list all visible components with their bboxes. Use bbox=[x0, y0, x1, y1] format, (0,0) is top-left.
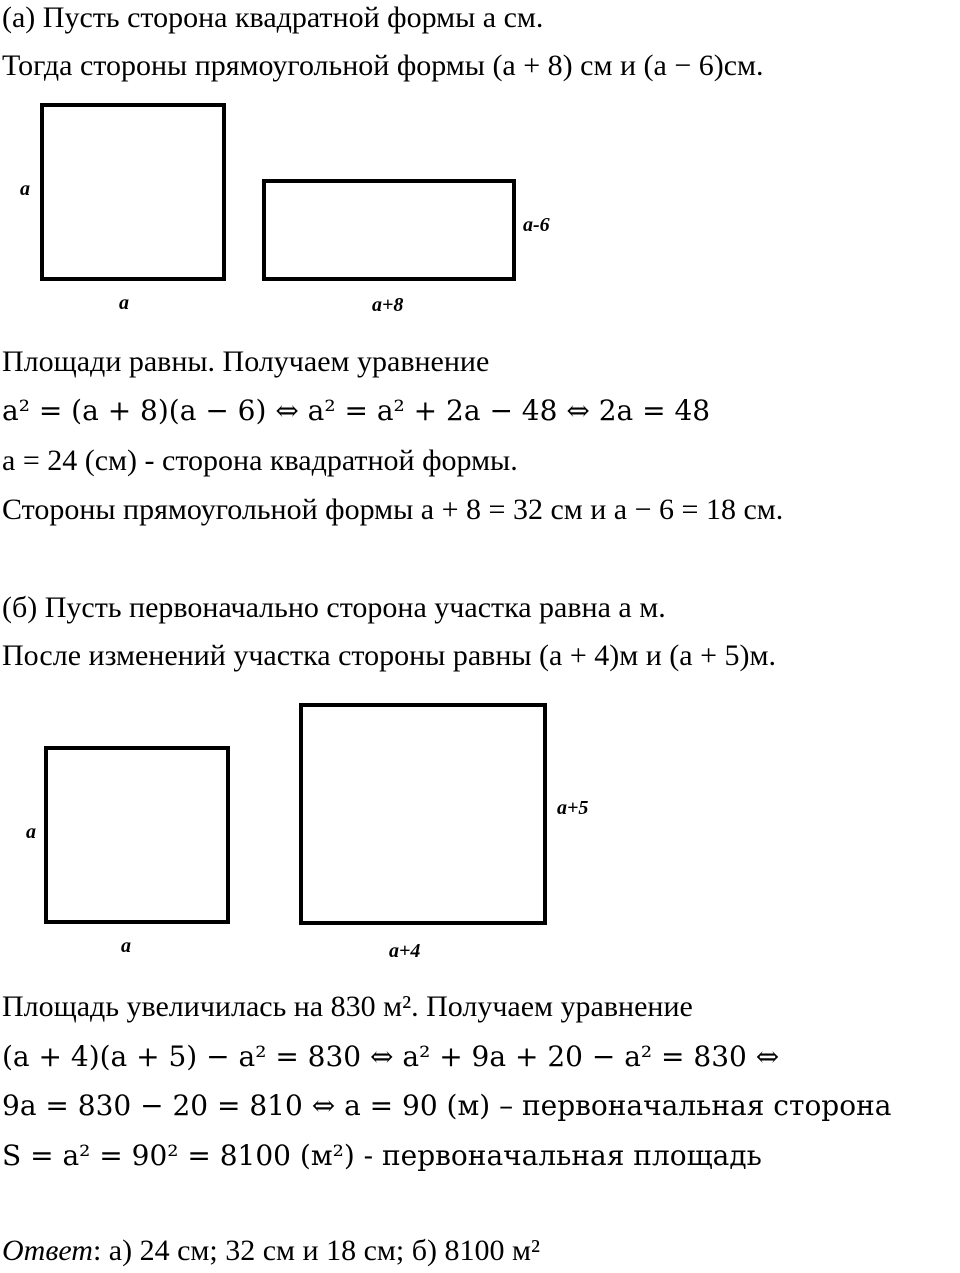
figure-a bbox=[0, 95, 620, 325]
part-a-step-2: a² = (a + 8)(a − 6) ⇔ a² = a² + 2a − 48 ⇔ 2a = 48 bbox=[2, 394, 711, 427]
big-square-shape bbox=[301, 705, 545, 923]
answer-text: : а) 24 см; 32 см и 18 см; б) 8100 м² bbox=[92, 1234, 540, 1267]
part-a-intro-2: Тогда стороны прямоугольной формы (a + 8) см и (a − 6)см. bbox=[2, 49, 764, 82]
part-a-step-3: a = 24 (см) - сторона квадратной формы. bbox=[2, 444, 518, 477]
part-a-step-4: Стороны прямоугольной формы a + 8 = 32 см и a − 6 = 18 см. bbox=[2, 493, 784, 526]
figure-b bbox=[0, 695, 640, 975]
part-b-intro-1: (б) Пусть первоначально сторона участка равна a м. bbox=[2, 591, 666, 624]
rectangle-side-label: a-6 bbox=[523, 214, 550, 236]
small-square-side-label: a bbox=[26, 821, 36, 843]
part-b-step-4: S = a² = 90² = 8100 (м²) - первоначальная площадь bbox=[2, 1139, 762, 1172]
big-square-bottom-label: a+4 bbox=[389, 940, 421, 962]
part-b-step-1: Площадь увеличилась на 830 м². Получаем уравнение bbox=[2, 990, 693, 1023]
part-a-intro-1: (а) Пусть сторона квадратной формы a см. bbox=[2, 1, 544, 34]
part-b-step-3: 9a = 830 − 20 = 810 ⇔ a = 90 (м) – первоначальная сторона bbox=[2, 1089, 892, 1122]
square-side-label: a bbox=[20, 178, 30, 200]
answer-label: Ответ bbox=[2, 1234, 93, 1267]
part-a-step-1: Площади равны. Получаем уравнение bbox=[2, 345, 490, 378]
part-b-step-2: (a + 4)(a + 5) − a² = 830 ⇔ a² + 9a + 20 − a² = 830 ⇔ bbox=[2, 1040, 780, 1073]
small-square-shape bbox=[46, 748, 228, 922]
small-square-bottom-label: a bbox=[121, 935, 131, 957]
part-b-intro-2: После изменений участка стороны равны (a + 4)м и (a + 5)м. bbox=[2, 639, 776, 672]
answer-line bbox=[2, 1233, 540, 1269]
rectangle-bottom-label: a+8 bbox=[372, 294, 404, 316]
rectangle-shape bbox=[264, 181, 514, 279]
big-square-side-label: a+5 bbox=[557, 797, 589, 819]
square-shape bbox=[42, 105, 224, 279]
square-bottom-label: a bbox=[119, 292, 129, 314]
